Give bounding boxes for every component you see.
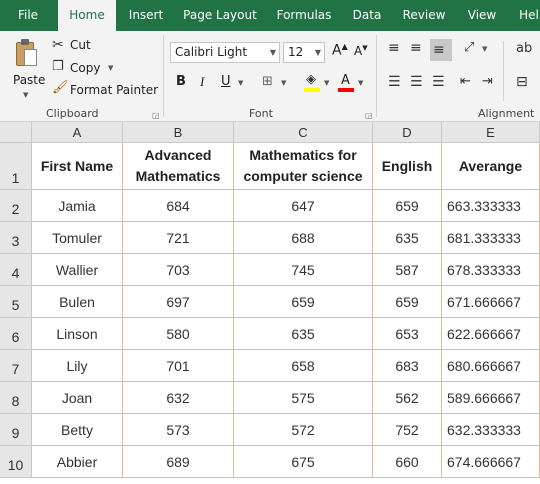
table-cell[interactable]: 688: [234, 222, 373, 254]
font-color-button[interactable]: [338, 73, 354, 93]
shrink-font-glyph: A: [354, 44, 363, 58]
ribbon-separator: [163, 35, 164, 117]
fill-color-button[interactable]: [304, 73, 320, 93]
table-cell[interactable]: Bulen: [32, 286, 123, 318]
font-launcher-icon[interactable]: ◲: [365, 111, 373, 120]
align-right-icon[interactable]: ☰: [432, 74, 445, 90]
table-cell[interactable]: 660: [373, 446, 442, 478]
underline-button[interactable]: U: [221, 74, 231, 89]
table-cell[interactable]: Linson: [32, 318, 123, 350]
tab-help[interactable]: Hel: [519, 8, 539, 22]
table-cell[interactable]: Abbier: [32, 446, 123, 478]
fill-color-swatch: [304, 88, 320, 92]
align-middle-icon[interactable]: ≡: [410, 40, 422, 56]
align-top-icon[interactable]: ≡: [388, 40, 400, 56]
column-header-a[interactable]: A: [32, 122, 123, 143]
header-cell-first-name[interactable]: First Name: [32, 143, 123, 190]
row-header[interactable]: 2: [0, 190, 32, 222]
table-cell[interactable]: 562: [373, 382, 442, 414]
clipboard-group-label: Clipboard: [46, 107, 99, 120]
table-cell[interactable]: 689: [123, 446, 234, 478]
column-header-c[interactable]: C: [234, 122, 373, 143]
table-cell[interactable]: 659: [234, 286, 373, 318]
borders-dropdown-icon[interactable]: ▼: [281, 79, 287, 87]
font-name-select[interactable]: [170, 42, 280, 63]
italic-button[interactable]: I: [200, 74, 205, 89]
orientation-icon[interactable]: ⤢: [464, 40, 475, 55]
row-header[interactable]: 7: [0, 350, 32, 382]
row-header[interactable]: 3: [0, 222, 32, 254]
cut-button[interactable]: [52, 37, 112, 55]
header-cell-mathematics-cs[interactable]: Mathematics for computer science: [234, 143, 373, 190]
cut-label: Cut: [70, 38, 91, 52]
table-cell[interactable]: Joan: [32, 382, 123, 414]
bold-button[interactable]: B: [176, 74, 186, 89]
copy-button[interactable]: [52, 59, 122, 77]
font-group-label: Font: [249, 107, 273, 120]
tab-page-layout[interactable]: Page Layout: [183, 8, 257, 22]
copy-dropdown-icon[interactable]: ▼: [108, 64, 114, 72]
align-bottom-icon[interactable]: ≡: [430, 39, 452, 61]
paste-button[interactable]: [6, 35, 46, 103]
table-cell[interactable]: 580: [123, 318, 234, 350]
table-cell[interactable]: 745: [234, 254, 373, 286]
row-header[interactable]: 5: [0, 286, 32, 318]
tab-insert[interactable]: Insert: [128, 8, 164, 22]
format-painter-button[interactable]: [52, 80, 159, 99]
font-color-swatch: [338, 88, 354, 92]
header-cell-english[interactable]: English: [373, 143, 442, 190]
merge-center-icon[interactable]: ⊟: [516, 74, 528, 90]
table-cell[interactable]: 701: [123, 350, 234, 382]
row-header[interactable]: 8: [0, 382, 32, 414]
wrap-text-icon[interactable]: ab: [516, 41, 533, 56]
font-color-dropdown-icon[interactable]: ▼: [358, 79, 364, 87]
table-cell[interactable]: 681.333333: [442, 222, 540, 254]
table-cell[interactable]: 658: [234, 350, 373, 382]
align-left-icon[interactable]: ☰: [388, 74, 401, 90]
ribbon-separator: [376, 35, 377, 117]
header-cell-average[interactable]: Averange: [442, 143, 540, 190]
tab-review[interactable]: Review: [402, 8, 446, 22]
paste-dropdown-icon[interactable]: ▼: [23, 91, 29, 99]
table-cell[interactable]: 680.666667: [442, 350, 540, 382]
format-painter-label: Format Painter: [70, 83, 159, 97]
table-cell[interactable]: 678.333333: [442, 254, 540, 286]
tab-view[interactable]: View: [467, 8, 497, 22]
table-cell[interactable]: 703: [123, 254, 234, 286]
borders-icon[interactable]: ⊞: [262, 74, 273, 89]
paint-bucket-icon: ◈: [306, 72, 316, 87]
tab-formulas[interactable]: Formulas: [276, 8, 332, 22]
ribbon-separator: [503, 41, 504, 101]
table-cell[interactable]: 683: [373, 350, 442, 382]
font-size-value: 12: [288, 45, 304, 59]
orientation-dropdown-icon[interactable]: ▼: [482, 45, 488, 53]
font-color-glyph: A: [341, 73, 350, 88]
font-size-select[interactable]: [283, 42, 325, 63]
table-cell[interactable]: 674.666667: [442, 446, 540, 478]
table-cell[interactable]: 632: [123, 382, 234, 414]
table-cell[interactable]: 635: [373, 222, 442, 254]
table-cell[interactable]: 653: [373, 318, 442, 350]
scissors-icon: ✂: [52, 37, 64, 53]
table-cell[interactable]: Betty: [32, 414, 123, 446]
tab-data[interactable]: Data: [352, 8, 382, 22]
table-cell[interactable]: 663.333333: [442, 190, 540, 222]
table-cell[interactable]: 721: [123, 222, 234, 254]
row-header[interactable]: 9: [0, 414, 32, 446]
table-cell[interactable]: Lily: [32, 350, 123, 382]
column-header-d[interactable]: D: [373, 122, 442, 143]
table-cell[interactable]: 622.666667: [442, 318, 540, 350]
select-all-corner[interactable]: [0, 122, 32, 143]
table-cell[interactable]: 632.333333: [442, 414, 540, 446]
tab-file[interactable]: File: [17, 8, 39, 22]
increase-indent-icon[interactable]: ⇥: [482, 74, 493, 89]
table-cell[interactable]: 575: [234, 382, 373, 414]
grow-font-glyph: A: [332, 42, 342, 59]
paste-label: Paste: [13, 73, 46, 87]
row-header[interactable]: 4: [0, 254, 32, 286]
font-name-value: Calibri Light: [175, 45, 248, 59]
alignment-group-label: Alignment: [478, 107, 535, 120]
copy-label: Copy: [70, 61, 101, 75]
header-cell-advanced-mathematics[interactable]: Advanced Mathematics: [123, 143, 234, 190]
column-header-b[interactable]: B: [123, 122, 234, 143]
decrease-indent-icon[interactable]: ⇤: [460, 74, 471, 89]
tab-home[interactable]: Home: [58, 0, 116, 31]
increase-font-size-button[interactable]: A▲: [332, 42, 348, 59]
chevron-down-icon: ▼: [314, 48, 321, 57]
row-header[interactable]: 1: [0, 143, 32, 190]
table-cell[interactable]: 589.666667: [442, 382, 540, 414]
chevron-down-icon: ▼: [269, 48, 276, 57]
table-cell[interactable]: 671.666667: [442, 286, 540, 318]
table-cell[interactable]: 573: [123, 414, 234, 446]
fill-color-dropdown-icon[interactable]: ▼: [324, 79, 330, 87]
ribbon-home: [0, 31, 540, 122]
table-cell[interactable]: Jamia: [32, 190, 123, 222]
table-cell[interactable]: 752: [373, 414, 442, 446]
spreadsheet-grid: [0, 122, 540, 480]
table-cell[interactable]: 684: [123, 190, 234, 222]
underline-dropdown-icon[interactable]: ▼: [238, 79, 244, 87]
table-cell[interactable]: 635: [234, 318, 373, 350]
ribbon-tab-bar: [0, 0, 540, 31]
column-header-e[interactable]: E: [442, 122, 540, 143]
table-cell[interactable]: Wallier: [32, 254, 123, 286]
table-cell[interactable]: 675: [234, 446, 373, 478]
table-cell[interactable]: 697: [123, 286, 234, 318]
table-cell[interactable]: Tomuler: [32, 222, 123, 254]
paste-icon: [14, 39, 38, 67]
align-center-icon[interactable]: ☰: [410, 74, 423, 90]
paintbrush-icon: 🖌: [52, 80, 69, 95]
table-cell[interactable]: 587: [373, 254, 442, 286]
row-header[interactable]: 10: [0, 446, 32, 478]
table-cell[interactable]: 659: [373, 286, 442, 318]
decrease-font-size-button[interactable]: A▼: [354, 44, 368, 58]
table-cell[interactable]: 572: [234, 414, 373, 446]
table-cell[interactable]: 659: [373, 190, 442, 222]
row-header[interactable]: 6: [0, 318, 32, 350]
copy-icon: ❐: [52, 59, 64, 74]
clipboard-launcher-icon[interactable]: ◲: [152, 111, 160, 120]
table-cell[interactable]: 647: [234, 190, 373, 222]
